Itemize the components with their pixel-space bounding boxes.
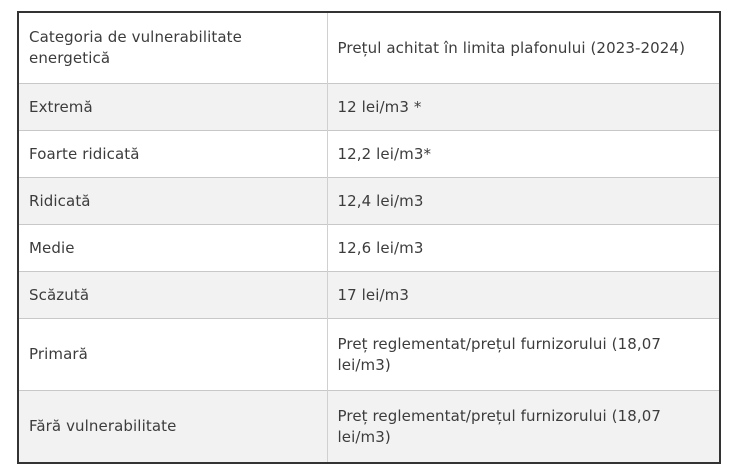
row-price: 17 lei/m3 xyxy=(327,272,719,319)
table-row xyxy=(19,84,719,131)
row-price: 12,2 lei/m3* xyxy=(327,131,719,178)
row-category: Scăzută xyxy=(19,272,327,319)
row-category: Fără vulnerabilitate xyxy=(19,391,327,463)
table-row xyxy=(19,131,719,178)
table-row xyxy=(19,391,719,463)
row-category: Medie xyxy=(19,225,327,272)
row-price: 12,6 lei/m3 xyxy=(327,225,719,272)
price-cap-table xyxy=(17,11,721,464)
table-row xyxy=(19,225,719,272)
row-price: 12 lei/m3 * xyxy=(327,84,719,131)
table-row xyxy=(19,272,719,319)
row-category: Extremă xyxy=(19,84,327,131)
row-category: Ridicată xyxy=(19,178,327,225)
table-row xyxy=(19,178,719,225)
row-price: Preț reglementat/prețul furnizorului (18,07 lei/m3) xyxy=(327,319,719,391)
row-price: 12,4 lei/m3 xyxy=(327,178,719,225)
table-header-row xyxy=(19,13,719,84)
vulnerability-price-table xyxy=(19,13,719,462)
row-category: Primară xyxy=(19,319,327,391)
row-category: Foarte ridicată xyxy=(19,131,327,178)
table-row xyxy=(19,319,719,391)
header-price: Prețul achitat în limita plafonului (2023-2024) xyxy=(327,13,719,84)
header-category: Categoria de vulnerabilitate energetică xyxy=(19,13,327,84)
row-price: Preț reglementat/prețul furnizorului (18,07 lei/m3) xyxy=(327,391,719,463)
